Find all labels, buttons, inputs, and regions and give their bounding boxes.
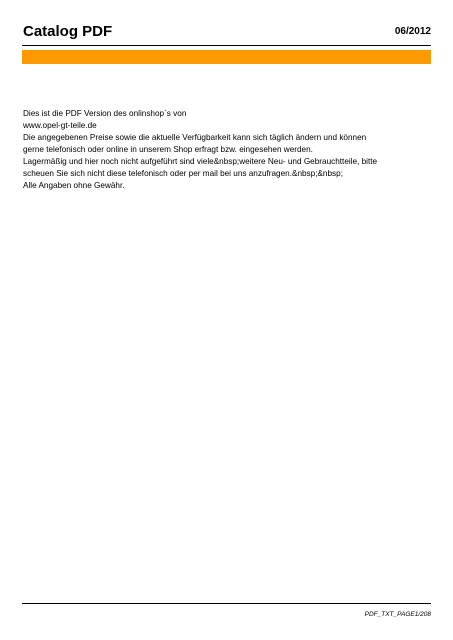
catalog-date: 06/2012 xyxy=(394,26,431,37)
page-title: Catalog PDF xyxy=(23,23,113,40)
intro-line: scheuen Sie sich nicht diese telefonisch oder per mail bei uns anzufragen.&nbsp;&nbsp; xyxy=(23,169,343,178)
intro-line: gerne telefonisch oder online in unserem Shop erfragt bzw. eingesehen werden. xyxy=(23,145,313,154)
footer-divider xyxy=(22,603,431,604)
intro-line: Lagermäßig und hier noch nicht aufgeführt sind viele&nbsp;weitere Neu- und Gebrauchtteile, bitte xyxy=(23,157,378,166)
intro-line: Die angegebenen Preise sowie die aktuelle Verfügbarkeit kann sich täglich ändern und können xyxy=(23,133,367,142)
header-divider xyxy=(22,45,431,46)
intro-line: Dies ist die PDF Version des onlinshop`s von xyxy=(23,109,187,118)
disclaimer-line: Alle Angaben ohne Gewähr. xyxy=(23,181,125,190)
page-number-label: PDF_TXT_PAGE1/208 xyxy=(364,611,431,618)
shop-url: www.opel-gt-teile.de xyxy=(23,121,97,130)
accent-bar xyxy=(22,50,431,64)
intro-text xyxy=(23,108,433,192)
